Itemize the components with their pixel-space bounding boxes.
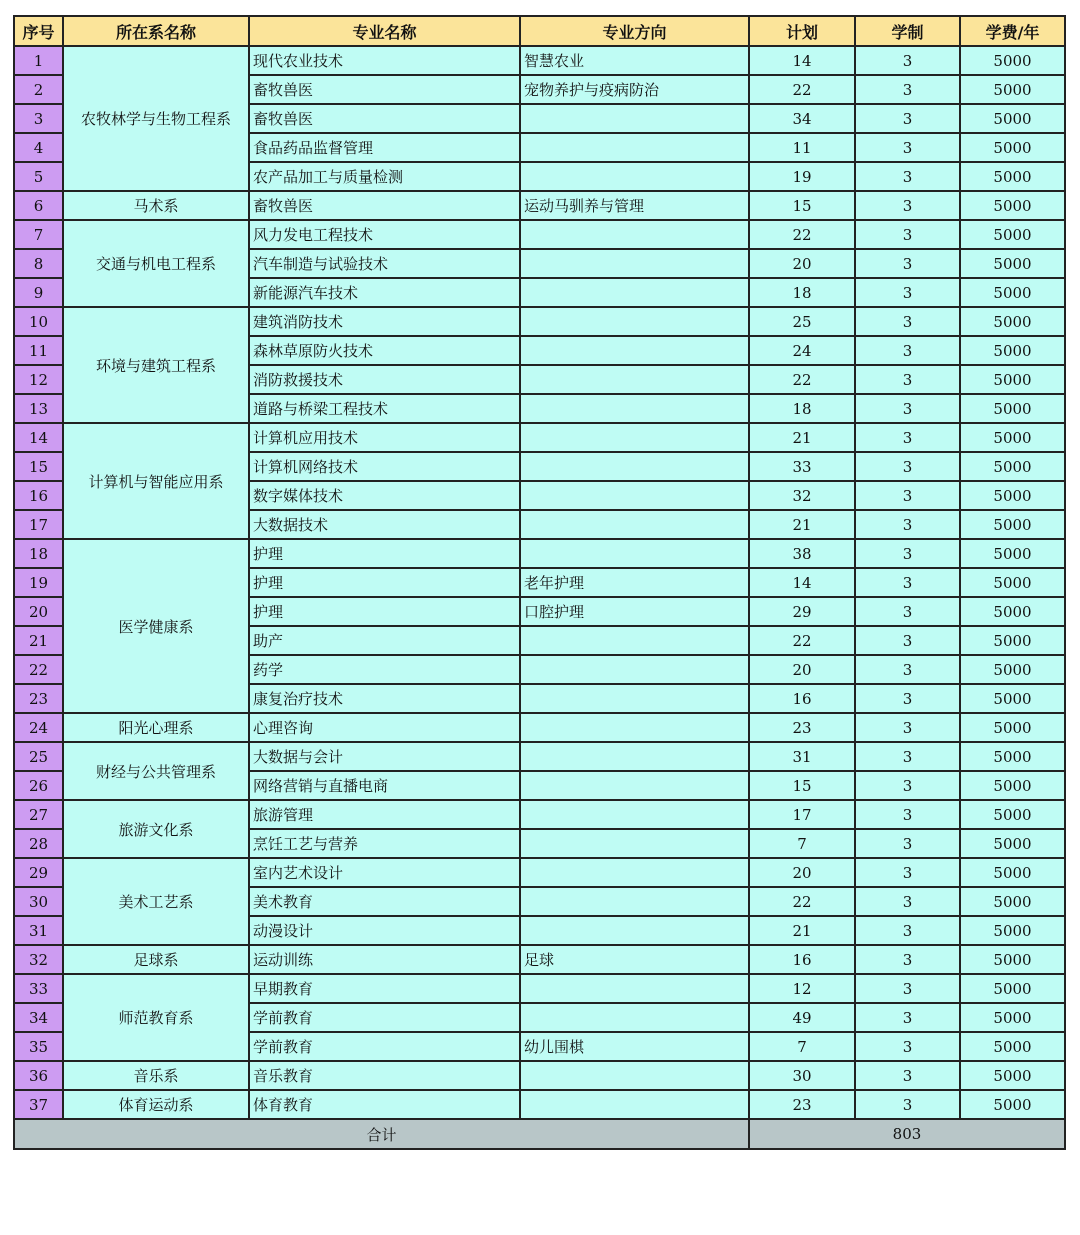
direction-cell [520, 1061, 749, 1090]
duration-cell: 3 [855, 220, 960, 249]
tuition-cell: 5000 [960, 684, 1065, 713]
row-index-cell: 33 [14, 974, 63, 1003]
enrollment-plan-table [13, 15, 1066, 1150]
row-index-cell: 34 [14, 1003, 63, 1032]
duration-cell: 3 [855, 365, 960, 394]
plan-cell: 22 [749, 75, 855, 104]
tuition-cell: 5000 [960, 1090, 1065, 1119]
tuition-cell: 5000 [960, 568, 1065, 597]
tuition-cell: 5000 [960, 1032, 1065, 1061]
direction-cell [520, 423, 749, 452]
major-cell: 汽车制造与试验技术 [249, 249, 520, 278]
plan-cell: 20 [749, 249, 855, 278]
direction-cell [520, 974, 749, 1003]
plan-cell: 7 [749, 829, 855, 858]
direction-cell [520, 452, 749, 481]
plan-cell: 20 [749, 858, 855, 887]
plan-cell: 14 [749, 568, 855, 597]
header-direction: 专业方向 [520, 16, 749, 46]
major-cell: 护理 [249, 568, 520, 597]
row-index-cell: 15 [14, 452, 63, 481]
direction-cell [520, 684, 749, 713]
table-row [14, 800, 1065, 829]
table-row [14, 742, 1065, 771]
direction-cell [520, 829, 749, 858]
major-cell: 烹饪工艺与营养 [249, 829, 520, 858]
plan-cell: 21 [749, 423, 855, 452]
row-index-cell: 35 [14, 1032, 63, 1061]
major-cell: 室内艺术设计 [249, 858, 520, 887]
row-index-cell: 31 [14, 916, 63, 945]
direction-cell [520, 278, 749, 307]
duration-cell: 3 [855, 249, 960, 278]
direction-cell [520, 394, 749, 423]
row-index-cell: 30 [14, 887, 63, 916]
tuition-cell: 5000 [960, 1061, 1065, 1090]
tuition-cell: 5000 [960, 1003, 1065, 1032]
tuition-cell: 5000 [960, 162, 1065, 191]
row-index-cell: 21 [14, 626, 63, 655]
duration-cell: 3 [855, 423, 960, 452]
direction-cell [520, 220, 749, 249]
duration-cell: 3 [855, 75, 960, 104]
header-row [14, 16, 1065, 46]
row-index-cell: 17 [14, 510, 63, 539]
row-index-cell: 6 [14, 191, 63, 220]
tuition-cell: 5000 [960, 597, 1065, 626]
table-row [14, 1061, 1065, 1090]
direction-cell [520, 1090, 749, 1119]
row-index-cell: 1 [14, 46, 63, 75]
direction-cell [520, 742, 749, 771]
direction-cell [520, 539, 749, 568]
plan-cell: 29 [749, 597, 855, 626]
duration-cell: 3 [855, 278, 960, 307]
row-index-cell: 23 [14, 684, 63, 713]
department-cell: 师范教育系 [63, 974, 249, 1061]
major-cell: 新能源汽车技术 [249, 278, 520, 307]
direction-cell: 口腔护理 [520, 597, 749, 626]
department-cell: 农牧林学与生物工程系 [63, 46, 249, 191]
duration-cell: 3 [855, 452, 960, 481]
duration-cell: 3 [855, 597, 960, 626]
major-cell: 心理咨询 [249, 713, 520, 742]
direction-cell: 智慧农业 [520, 46, 749, 75]
duration-cell: 3 [855, 1032, 960, 1061]
duration-cell: 3 [855, 974, 960, 1003]
plan-cell: 22 [749, 887, 855, 916]
enrollment-plan-table-wrapper [13, 15, 1066, 1150]
table-row [14, 1090, 1065, 1119]
major-cell: 数字媒体技术 [249, 481, 520, 510]
department-cell: 财经与公共管理系 [63, 742, 249, 800]
tuition-cell: 5000 [960, 481, 1065, 510]
row-index-cell: 13 [14, 394, 63, 423]
row-index-cell: 8 [14, 249, 63, 278]
table-row [14, 191, 1065, 220]
major-cell: 大数据与会计 [249, 742, 520, 771]
plan-cell: 49 [749, 1003, 855, 1032]
tuition-cell: 5000 [960, 75, 1065, 104]
plan-cell: 30 [749, 1061, 855, 1090]
duration-cell: 3 [855, 46, 960, 75]
table-row [14, 858, 1065, 887]
department-cell: 交通与机电工程系 [63, 220, 249, 307]
department-cell: 旅游文化系 [63, 800, 249, 858]
direction-cell [520, 626, 749, 655]
tuition-cell: 5000 [960, 336, 1065, 365]
duration-cell: 3 [855, 887, 960, 916]
row-index-cell: 9 [14, 278, 63, 307]
plan-cell: 22 [749, 365, 855, 394]
row-index-cell: 25 [14, 742, 63, 771]
major-cell: 计算机应用技术 [249, 423, 520, 452]
direction-cell [520, 887, 749, 916]
tuition-cell: 5000 [960, 800, 1065, 829]
major-cell: 体育教育 [249, 1090, 520, 1119]
tuition-cell: 5000 [960, 133, 1065, 162]
direction-cell [520, 162, 749, 191]
table-row [14, 220, 1065, 249]
row-index-cell: 2 [14, 75, 63, 104]
major-cell: 旅游管理 [249, 800, 520, 829]
duration-cell: 3 [855, 568, 960, 597]
direction-cell [520, 510, 749, 539]
table-row [14, 46, 1065, 75]
plan-cell: 17 [749, 800, 855, 829]
tuition-cell: 5000 [960, 104, 1065, 133]
tuition-cell: 5000 [960, 510, 1065, 539]
duration-cell: 3 [855, 858, 960, 887]
tuition-cell: 5000 [960, 829, 1065, 858]
plan-cell: 15 [749, 191, 855, 220]
total-row [14, 1119, 1065, 1149]
duration-cell: 3 [855, 394, 960, 423]
tuition-cell: 5000 [960, 771, 1065, 800]
row-index-cell: 11 [14, 336, 63, 365]
plan-cell: 20 [749, 655, 855, 684]
row-index-cell: 5 [14, 162, 63, 191]
plan-cell: 11 [749, 133, 855, 162]
major-cell: 道路与桥梁工程技术 [249, 394, 520, 423]
direction-cell [520, 771, 749, 800]
department-cell: 医学健康系 [63, 539, 249, 713]
major-cell: 畜牧兽医 [249, 75, 520, 104]
row-index-cell: 20 [14, 597, 63, 626]
row-index-cell: 19 [14, 568, 63, 597]
table-row [14, 307, 1065, 336]
direction-cell [520, 336, 749, 365]
plan-cell: 18 [749, 278, 855, 307]
duration-cell: 3 [855, 307, 960, 336]
row-index-cell: 10 [14, 307, 63, 336]
major-cell: 护理 [249, 597, 520, 626]
duration-cell: 3 [855, 481, 960, 510]
direction-cell: 幼儿围棋 [520, 1032, 749, 1061]
department-cell: 环境与建筑工程系 [63, 307, 249, 423]
row-index-cell: 27 [14, 800, 63, 829]
department-cell: 足球系 [63, 945, 249, 974]
plan-cell: 15 [749, 771, 855, 800]
tuition-cell: 5000 [960, 974, 1065, 1003]
duration-cell: 3 [855, 742, 960, 771]
duration-cell: 3 [855, 945, 960, 974]
department-cell: 美术工艺系 [63, 858, 249, 945]
major-cell: 大数据技术 [249, 510, 520, 539]
row-index-cell: 16 [14, 481, 63, 510]
tuition-cell: 5000 [960, 742, 1065, 771]
major-cell: 食品药品监督管理 [249, 133, 520, 162]
direction-cell: 足球 [520, 945, 749, 974]
plan-cell: 22 [749, 220, 855, 249]
major-cell: 消防救援技术 [249, 365, 520, 394]
duration-cell: 3 [855, 191, 960, 220]
duration-cell: 3 [855, 104, 960, 133]
plan-cell: 32 [749, 481, 855, 510]
row-index-cell: 22 [14, 655, 63, 684]
duration-cell: 3 [855, 1090, 960, 1119]
row-index-cell: 29 [14, 858, 63, 887]
duration-cell: 3 [855, 771, 960, 800]
major-cell: 建筑消防技术 [249, 307, 520, 336]
major-cell: 护理 [249, 539, 520, 568]
major-cell: 网络营销与直播电商 [249, 771, 520, 800]
tuition-cell: 5000 [960, 452, 1065, 481]
total-value: 803 [749, 1119, 1065, 1149]
direction-cell [520, 1003, 749, 1032]
direction-cell [520, 800, 749, 829]
direction-cell: 宠物养护与疫病防治 [520, 75, 749, 104]
direction-cell [520, 481, 749, 510]
direction-cell [520, 858, 749, 887]
duration-cell: 3 [855, 655, 960, 684]
plan-cell: 16 [749, 684, 855, 713]
row-index-cell: 36 [14, 1061, 63, 1090]
major-cell: 学前教育 [249, 1032, 520, 1061]
header-duration: 学制 [855, 16, 960, 46]
tuition-cell: 5000 [960, 887, 1065, 916]
plan-cell: 34 [749, 104, 855, 133]
tuition-cell: 5000 [960, 626, 1065, 655]
major-cell: 农产品加工与质量检测 [249, 162, 520, 191]
row-index-cell: 3 [14, 104, 63, 133]
major-cell: 药学 [249, 655, 520, 684]
plan-cell: 16 [749, 945, 855, 974]
header-department: 所在系名称 [63, 16, 249, 46]
major-cell: 康复治疗技术 [249, 684, 520, 713]
plan-cell: 23 [749, 1090, 855, 1119]
tuition-cell: 5000 [960, 858, 1065, 887]
plan-cell: 14 [749, 46, 855, 75]
table-row [14, 974, 1065, 1003]
duration-cell: 3 [855, 336, 960, 365]
row-index-cell: 32 [14, 945, 63, 974]
table-row [14, 539, 1065, 568]
plan-cell: 18 [749, 394, 855, 423]
tuition-cell: 5000 [960, 249, 1065, 278]
direction-cell [520, 365, 749, 394]
tuition-cell: 5000 [960, 539, 1065, 568]
plan-cell: 31 [749, 742, 855, 771]
plan-cell: 23 [749, 713, 855, 742]
duration-cell: 3 [855, 510, 960, 539]
tuition-cell: 5000 [960, 220, 1065, 249]
table-row [14, 945, 1065, 974]
direction-cell: 运动马驯养与管理 [520, 191, 749, 220]
header-index: 序号 [14, 16, 63, 46]
plan-cell: 12 [749, 974, 855, 1003]
tuition-cell: 5000 [960, 191, 1065, 220]
tuition-cell: 5000 [960, 713, 1065, 742]
duration-cell: 3 [855, 626, 960, 655]
department-cell: 体育运动系 [63, 1090, 249, 1119]
plan-cell: 22 [749, 626, 855, 655]
row-index-cell: 12 [14, 365, 63, 394]
tuition-cell: 5000 [960, 423, 1065, 452]
major-cell: 畜牧兽医 [249, 104, 520, 133]
major-cell: 运动训练 [249, 945, 520, 974]
duration-cell: 3 [855, 539, 960, 568]
table-row [14, 423, 1065, 452]
table-body [14, 46, 1065, 1119]
department-cell: 音乐系 [63, 1061, 249, 1090]
major-cell: 早期教育 [249, 974, 520, 1003]
plan-cell: 21 [749, 510, 855, 539]
duration-cell: 3 [855, 713, 960, 742]
direction-cell [520, 307, 749, 336]
total-label: 合计 [14, 1119, 749, 1149]
direction-cell [520, 249, 749, 278]
table-row [14, 713, 1065, 742]
row-index-cell: 26 [14, 771, 63, 800]
department-cell: 阳光心理系 [63, 713, 249, 742]
plan-cell: 21 [749, 916, 855, 945]
department-cell: 计算机与智能应用系 [63, 423, 249, 539]
tuition-cell: 5000 [960, 307, 1065, 336]
row-index-cell: 7 [14, 220, 63, 249]
direction-cell [520, 133, 749, 162]
direction-cell: 老年护理 [520, 568, 749, 597]
direction-cell [520, 916, 749, 945]
header-tuition: 学费/年 [960, 16, 1065, 46]
plan-cell: 24 [749, 336, 855, 365]
tuition-cell: 5000 [960, 655, 1065, 684]
header-plan: 计划 [749, 16, 855, 46]
tuition-cell: 5000 [960, 365, 1065, 394]
duration-cell: 3 [855, 800, 960, 829]
row-index-cell: 24 [14, 713, 63, 742]
tuition-cell: 5000 [960, 945, 1065, 974]
tuition-cell: 5000 [960, 278, 1065, 307]
major-cell: 音乐教育 [249, 1061, 520, 1090]
major-cell: 现代农业技术 [249, 46, 520, 75]
major-cell: 学前教育 [249, 1003, 520, 1032]
tuition-cell: 5000 [960, 916, 1065, 945]
duration-cell: 3 [855, 916, 960, 945]
major-cell: 森林草原防火技术 [249, 336, 520, 365]
duration-cell: 3 [855, 162, 960, 191]
department-cell: 马术系 [63, 191, 249, 220]
row-index-cell: 37 [14, 1090, 63, 1119]
duration-cell: 3 [855, 684, 960, 713]
header-major: 专业名称 [249, 16, 520, 46]
row-index-cell: 14 [14, 423, 63, 452]
major-cell: 动漫设计 [249, 916, 520, 945]
duration-cell: 3 [855, 1003, 960, 1032]
direction-cell [520, 713, 749, 742]
major-cell: 计算机网络技术 [249, 452, 520, 481]
plan-cell: 19 [749, 162, 855, 191]
major-cell: 畜牧兽医 [249, 191, 520, 220]
tuition-cell: 5000 [960, 46, 1065, 75]
row-index-cell: 18 [14, 539, 63, 568]
row-index-cell: 28 [14, 829, 63, 858]
row-index-cell: 4 [14, 133, 63, 162]
major-cell: 助产 [249, 626, 520, 655]
direction-cell [520, 104, 749, 133]
major-cell: 美术教育 [249, 887, 520, 916]
direction-cell [520, 655, 749, 684]
tuition-cell: 5000 [960, 394, 1065, 423]
duration-cell: 3 [855, 133, 960, 162]
duration-cell: 3 [855, 829, 960, 858]
plan-cell: 33 [749, 452, 855, 481]
plan-cell: 25 [749, 307, 855, 336]
duration-cell: 3 [855, 1061, 960, 1090]
plan-cell: 7 [749, 1032, 855, 1061]
plan-cell: 38 [749, 539, 855, 568]
major-cell: 风力发电工程技术 [249, 220, 520, 249]
